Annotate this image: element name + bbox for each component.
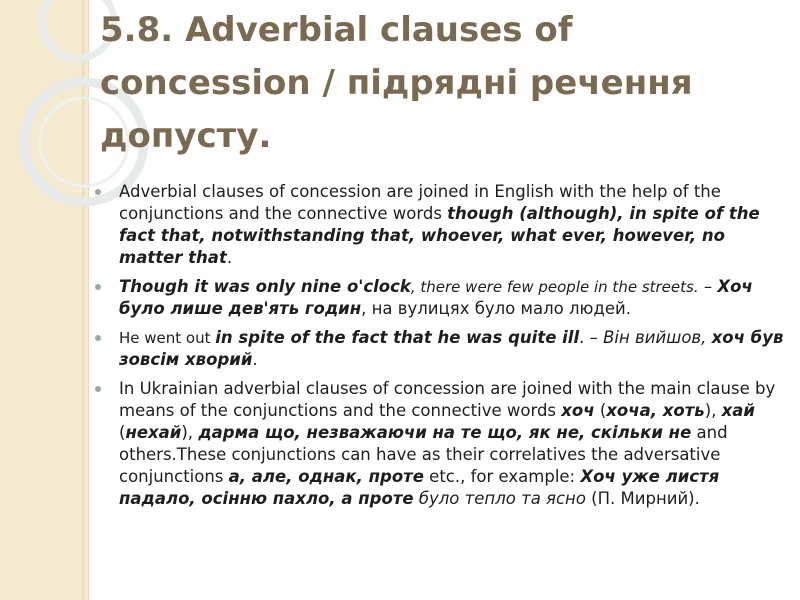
bullet-text: . – xyxy=(579,328,604,347)
bullet-text: In Ukrainian adverbial clauses of concession are joined with the main clause by means of the conjunctions and the connective words xyxy=(119,379,776,420)
bullet-emphasis: хай xyxy=(721,401,755,420)
bullet-text: Adverbial clauses of concession are joined in English with the help of the conjunctions and the connective words xyxy=(119,182,721,223)
bullet-dot-icon xyxy=(95,189,101,195)
bullet-emphasis: хоча, хоть xyxy=(606,401,705,420)
bullet-emphasis: Хоч було лише дев'ять годин xyxy=(119,277,753,318)
bullet-text: He went out xyxy=(119,329,216,347)
bullet-text: . xyxy=(252,350,258,369)
bullet-text: . xyxy=(226,248,233,267)
bullet-emphasis: хоч xyxy=(561,401,595,420)
bullet-text: було тепло та ясно xyxy=(413,489,586,508)
bullet-emphasis: дарма що, незважаючи на те що, як не, скільки не xyxy=(198,423,692,442)
bullet-item xyxy=(95,181,785,269)
bullet-text: , на вулицях було мало людей. xyxy=(361,299,631,318)
bullet-emphasis: though (although), in spite of the fact that, notwithstanding that, whoever, what ever, however, no matter that xyxy=(119,204,760,267)
bullet-emphasis: Хоч уже листя падало, осінню пахло, а проте xyxy=(119,467,720,508)
bullet-emphasis: Though it was only nine o'clock xyxy=(119,277,411,296)
bullet-emphasis: хоч був зовсім хворий xyxy=(119,328,784,369)
bullet-emphasis: нехай xyxy=(125,423,182,442)
bullet-item xyxy=(95,276,785,320)
bullet-text: – xyxy=(698,277,718,296)
bullet-item xyxy=(95,327,785,371)
bullet-emphasis: а, але, однак, проте xyxy=(228,467,424,486)
bullet-dot-icon xyxy=(95,386,101,392)
bullet-dot-icon xyxy=(95,335,101,341)
bullet-text: (П. Мирний). xyxy=(585,489,700,508)
bullet-text: Він вийшов, xyxy=(603,328,712,347)
bullet-text: ( xyxy=(594,401,607,420)
bullet-text: , there were few people in the streets. xyxy=(410,278,699,296)
bullet-item xyxy=(95,378,785,510)
slide-title: 5.8. Adverbial clauses of concession / підрядні речення допусту. xyxy=(100,10,693,156)
bullet-dot-icon xyxy=(95,284,101,290)
bullet-text: and others.These conjunctions can have as their correlatives the adversative conjunctions xyxy=(119,423,728,486)
bullet-text: ( xyxy=(119,423,126,442)
bullet-text: ), xyxy=(181,423,199,442)
bullet-emphasis: in spite of the fact that he was quite ill xyxy=(215,328,580,347)
bullet-text: ), xyxy=(704,401,722,420)
bullet-text: etc., for example: xyxy=(423,467,581,486)
bullet-list xyxy=(95,181,785,517)
